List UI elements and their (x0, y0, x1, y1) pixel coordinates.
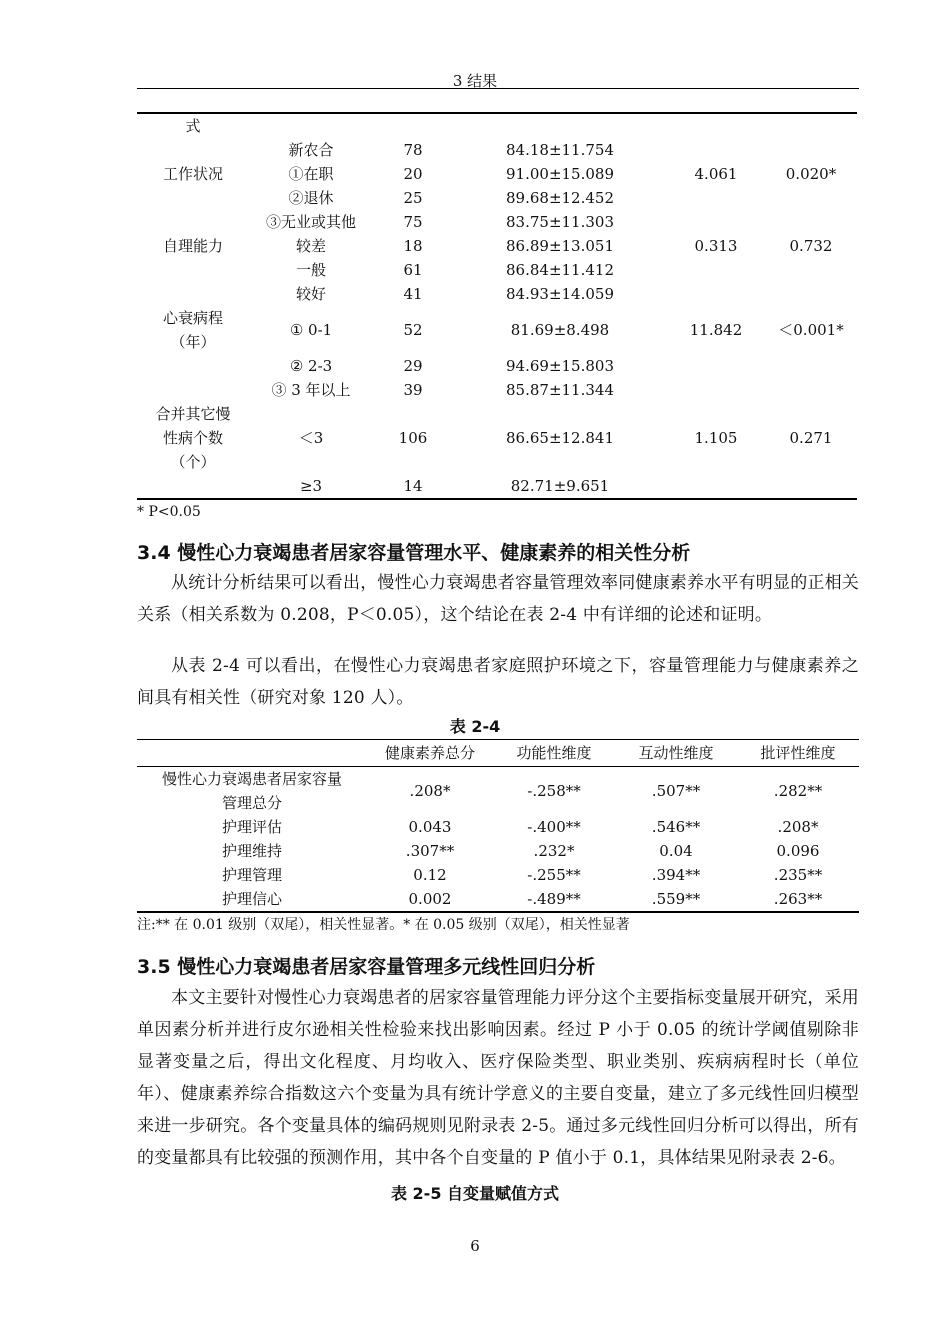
table-row (137, 258, 857, 282)
table-cell (765, 282, 857, 306)
table-cell: -.489** (527, 890, 581, 908)
table-cell: 0.096 (776, 842, 820, 860)
page-number: 6 (470, 1237, 480, 1255)
running-header: 3 结果 (452, 72, 498, 90)
table-cell: -.400** (527, 818, 581, 836)
table-cell (667, 378, 765, 402)
table-row (137, 378, 857, 402)
section-3-5-paragraph-1: 本文主要针对慢性心力衰竭患者的居家容量管理能力评分这个主要指标变量展开研究，采用单因素分析并进行皮尔逊相关性检验来找出影响因素。经过 P 小于 0.05 的统计学阈值剔除非显著变量之后，得出文化程度、月均收入、医疗保险类型、职业类别、疾病病程时长（单位年）、健康素养综合指数这六个变量为具有统计学意义的主要自变量，建立了多元线性回归模型来进一步研究。各个变量具体的编码规则见附录表 2-5。通过多元线性回归分析可以得出，所有的变量都具有比较强的预测作用，其中各个自变量的 P 值小于 0.1，具体结果见附录表 2-6。 (137, 988, 859, 1168)
table-cell: 护理管理 (221, 866, 282, 884)
table-cell (137, 138, 249, 162)
table-row (137, 282, 857, 306)
table-cell (765, 474, 857, 499)
table-cell: 52 (403, 321, 423, 339)
table-cell: 0.313 (694, 237, 738, 255)
table-cell (765, 186, 857, 210)
table-cell: 20 (403, 165, 423, 183)
table-row (137, 402, 857, 474)
table-cell: 0.002 (408, 890, 452, 908)
table-row (137, 162, 857, 186)
table-row (137, 234, 857, 258)
table-cell: 86.89±13.051 (506, 237, 614, 255)
table-row (137, 815, 859, 839)
table-cell: 1.105 (694, 429, 738, 447)
table-cell: 41 (403, 285, 423, 303)
table-cell: 护理维持 (221, 842, 282, 860)
table-cell (249, 113, 373, 138)
table-cell (667, 138, 765, 162)
table-cell (765, 210, 857, 234)
table-cell (137, 258, 249, 282)
section-3-4-paragraph-2: 从表 2-4 可以看出，在慢性心力衰竭患者家庭照护环境之下，容量管理能力与健康素养之间具有相关性（研究对象 120 人）。 (137, 656, 859, 708)
table-cell: 0.04 (659, 842, 693, 860)
table-cell: .559** (651, 890, 701, 908)
table-cell (667, 186, 765, 210)
table-correlation (137, 739, 859, 913)
table-cell: 自理能力 (162, 237, 223, 255)
table-cell: 0.732 (789, 237, 833, 255)
table-cell: .507** (651, 782, 701, 800)
table-cell: 106 (398, 429, 428, 447)
header-rule (137, 88, 859, 89)
table-cell (765, 258, 857, 282)
table-cell: 11.842 (689, 321, 743, 339)
table-cell: 29 (403, 357, 423, 375)
table-cell: ① 0-1 (289, 321, 333, 339)
column-header: 健康素养总分 (367, 740, 493, 767)
table1-note: * P<0.05 (137, 504, 201, 520)
table-cell: 4.061 (694, 165, 738, 183)
table-cell: ③ 3 年以上 (271, 381, 351, 399)
table-cell: 61 (403, 261, 423, 279)
table-cell: ＜3 (298, 429, 324, 447)
table-cell: .235** (773, 866, 823, 884)
section-3-4-paragraph-1: 从统计分析结果可以看出，慢性心力衰竭患者容量管理效率同健康素养水平有明显的正相关关系（相关系数为 0.208，P＜0.05），这个结论在表 2-4 中有详细的论述和证明。 (137, 573, 859, 625)
table-row (137, 354, 857, 378)
table-cell: 较差 (295, 237, 326, 255)
column-header: 批评性维度 (737, 740, 859, 767)
table-cell: ≥3 (299, 477, 323, 495)
table-cell (667, 474, 765, 499)
table-cell: 86.84±11.412 (506, 261, 614, 279)
table-cell: .546** (651, 818, 701, 836)
section-3-5-heading: 3.5 慢性心力衰竭患者居家容量管理多元线性回归分析 (137, 956, 596, 978)
table-cell: -.258** (527, 782, 581, 800)
table-cell: 82.71±9.651 (510, 477, 610, 495)
table-row (137, 887, 859, 912)
table-row (137, 474, 857, 499)
table-cell: 0.12 (413, 866, 447, 884)
table-cell: 84.18±11.754 (506, 141, 614, 159)
table-row (137, 210, 857, 234)
table-cell (137, 210, 249, 234)
table-cell: .307** (405, 842, 455, 860)
table-cell: 14 (403, 477, 423, 495)
table-cell (137, 354, 249, 378)
table-cell: 83.75±11.303 (506, 213, 614, 231)
table-cell: 18 (403, 237, 423, 255)
table-cell: 慢性心力衰竭患者居家容量 管理总分 (161, 770, 342, 812)
table-cell: 工作状况 (162, 165, 223, 183)
table-cell (453, 113, 667, 138)
column-header: 互动性维度 (615, 740, 737, 767)
column-header (137, 740, 367, 767)
table-cell (765, 378, 857, 402)
table-cell: 85.87±11.344 (506, 381, 614, 399)
table-row (137, 767, 859, 816)
table-cell: .208* (409, 782, 451, 800)
table-cell: 94.69±15.803 (506, 357, 614, 375)
table-cell: ＜0.001* (778, 321, 844, 339)
table-cell (765, 138, 857, 162)
table-cell: 75 (403, 213, 423, 231)
table-cell: 39 (403, 381, 423, 399)
table-cell: 较好 (295, 285, 326, 303)
table-cell: 新农合 (288, 141, 334, 159)
table-cell: 0.271 (789, 429, 833, 447)
table-row (137, 839, 859, 863)
table-cell: ①在职 (288, 165, 334, 183)
table3-caption: 表 2-5 自变量赋值方式 (390, 1184, 560, 1203)
table-cell (667, 354, 765, 378)
table-cell: 91.00±15.089 (506, 165, 614, 183)
table-row (137, 306, 857, 354)
table-cell: .208* (777, 818, 819, 836)
table-cell (137, 282, 249, 306)
table-cell: 89.68±12.452 (506, 189, 614, 207)
column-header: 功能性维度 (493, 740, 615, 767)
table-demographics (137, 112, 857, 500)
table-cell: .263** (773, 890, 823, 908)
table-cell (667, 258, 765, 282)
table-cell: -.255** (527, 866, 581, 884)
table-cell (765, 113, 857, 138)
table-cell: 25 (403, 189, 423, 207)
table-cell: 心衰病程 （年） (162, 309, 223, 351)
table-cell: .232* (533, 842, 575, 860)
section-3-4-heading: 3.4 慢性心力衰竭患者居家容量管理水平、健康素养的相关性分析 (137, 542, 691, 564)
table-cell: ③无业或其他 (265, 213, 356, 231)
table-cell: 一般 (295, 261, 326, 279)
table-cell: 0.043 (408, 818, 452, 836)
table-cell (373, 113, 453, 138)
table-cell: ② 2-3 (289, 357, 333, 375)
table-row (137, 113, 857, 138)
table-row (137, 138, 857, 162)
table-cell (137, 474, 249, 499)
table-cell: 86.65±12.841 (506, 429, 614, 447)
table2-note: 注:** 在 0.01 级别（双尾），相关性显著。* 在 0.05 级别（双尾），相关性显著 (137, 917, 630, 933)
table2-caption: 表 2-4 (449, 717, 501, 736)
table-cell: 式 (185, 117, 201, 135)
table-cell (137, 378, 249, 402)
table-cell: 合并其它慢 性病个数 （个） (155, 405, 231, 471)
table-row (137, 186, 857, 210)
table-cell (667, 282, 765, 306)
table-cell: 0.020* (785, 165, 837, 183)
table-cell: 78 (403, 141, 423, 159)
table-cell: 84.93±14.059 (506, 285, 614, 303)
table-cell (667, 113, 765, 138)
table-row (137, 863, 859, 887)
table-cell: 护理评估 (221, 818, 282, 836)
table-cell: ②退休 (288, 189, 334, 207)
table-cell: 81.69±8.498 (510, 321, 610, 339)
table-cell (137, 186, 249, 210)
table-cell: .394** (651, 866, 701, 884)
table-cell (667, 210, 765, 234)
table-cell: .282** (773, 782, 823, 800)
table-cell (765, 354, 857, 378)
table-cell: 护理信心 (221, 890, 282, 908)
